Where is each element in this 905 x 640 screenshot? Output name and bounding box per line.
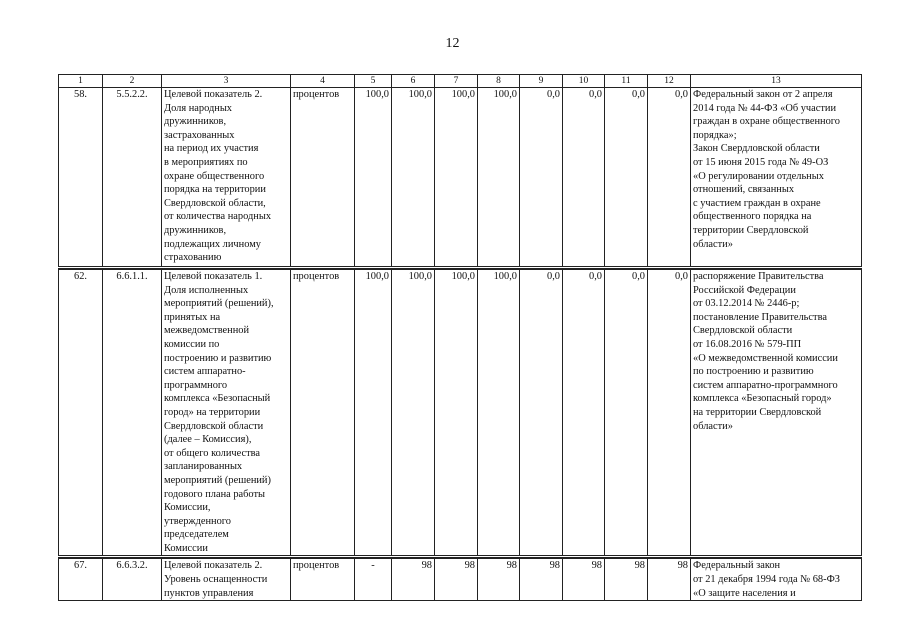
value-cell: 98: [435, 559, 478, 601]
value-cell: 98: [648, 559, 691, 601]
column-header: 1: [59, 75, 103, 88]
row-number: 67.: [59, 559, 103, 601]
value-cell: 0,0: [520, 88, 563, 268]
column-header: 2: [103, 75, 162, 88]
page-number: 12: [445, 36, 460, 51]
row-code: 5.5.2.2.: [103, 88, 162, 268]
unit-cell: процентов: [291, 88, 355, 268]
column-header: 13: [691, 75, 862, 88]
legal-basis-text: Федеральный закон от 2 апреля 2014 года № 44-ФЗ «Об участии граждан в охране общественного порядка»; Закон Свердловской области от 15 июня 2015 года № 49-ОЗ «О регулировании отдельных отношений, связанных с участием граждан в охране общественного порядка на территории Свердловской области»: [691, 88, 862, 268]
value-cell: 100,0: [435, 88, 478, 268]
table-row: [59, 88, 862, 268]
value-cell: 98: [605, 559, 648, 601]
value-cell: 100,0: [392, 88, 435, 268]
column-header: 8: [478, 75, 520, 88]
value-cell: 100,0: [478, 270, 520, 557]
unit-cell: процентов: [291, 559, 355, 601]
table-row: [59, 559, 862, 601]
value-cell: 100,0: [355, 88, 392, 268]
value-cell: 100,0: [435, 270, 478, 557]
row-number: 62.: [59, 270, 103, 557]
column-header: 6: [392, 75, 435, 88]
column-header: 9: [520, 75, 563, 88]
value-cell: 0,0: [605, 88, 648, 268]
column-header: 7: [435, 75, 478, 88]
indicator-text: Целевой показатель 2. Уровень оснащенности пунктов управления: [162, 559, 291, 601]
column-header: 5: [355, 75, 392, 88]
value-cell: -: [355, 559, 392, 601]
value-cell: 100,0: [392, 270, 435, 557]
column-header: 10: [563, 75, 605, 88]
row-code: 6.6.3.2.: [103, 559, 162, 601]
value-cell: 98: [392, 559, 435, 601]
column-header: 4: [291, 75, 355, 88]
value-cell: 0,0: [520, 270, 563, 557]
column-header: 11: [605, 75, 648, 88]
value-cell: 0,0: [563, 88, 605, 268]
value-cell: 100,0: [478, 88, 520, 268]
column-number-header-row: [59, 75, 862, 88]
row-code: 6.6.1.1.: [103, 270, 162, 557]
indicator-text: Целевой показатель 1. Доля исполненных мероприятий (решений), принятых на межведомственной комиссии по построению и развитию систем аппаратно- программного комплекса «Безопасный город» на территории Свердловской области (далее – Комиссия), от общего количества запланированных мероприятий (решений) годового плана работы Комиссии, утвержденного председателем Комиссии: [162, 270, 291, 557]
value-cell: 98: [478, 559, 520, 601]
legal-basis-text: Федеральный закон от 21 декабря 1994 года № 68-ФЗ «О защите населения и: [691, 559, 862, 601]
indicator-text: Целевой показатель 2. Доля народных дружинников, застрахованных на период их участия в мероприятиях по охране общественного порядка на территории Свердловской области, от количества народных дружинников, подлежащих личному страхованию: [162, 88, 291, 268]
value-cell: 98: [520, 559, 563, 601]
unit-cell: процентов: [291, 270, 355, 557]
indicators-table: [58, 74, 862, 601]
value-cell: 0,0: [648, 270, 691, 557]
column-header: 12: [648, 75, 691, 88]
value-cell: 100,0: [355, 270, 392, 557]
row-number: 58.: [59, 88, 103, 268]
value-cell: 0,0: [605, 270, 648, 557]
value-cell: 98: [563, 559, 605, 601]
legal-basis-text: распоряжение Правительства Российской Федерации от 03.12.2014 № 2446-р; постановление Правительства Свердловской области от 16.08.2016 № 579-ПП «О межведомственной комиссии по построению и развитию систем аппаратно-программного комплекса «Безопасный город» на территории Свердловской области»: [691, 270, 862, 557]
table-row: [59, 270, 862, 557]
column-header: 3: [162, 75, 291, 88]
value-cell: 0,0: [563, 270, 605, 557]
value-cell: 0,0: [648, 88, 691, 268]
